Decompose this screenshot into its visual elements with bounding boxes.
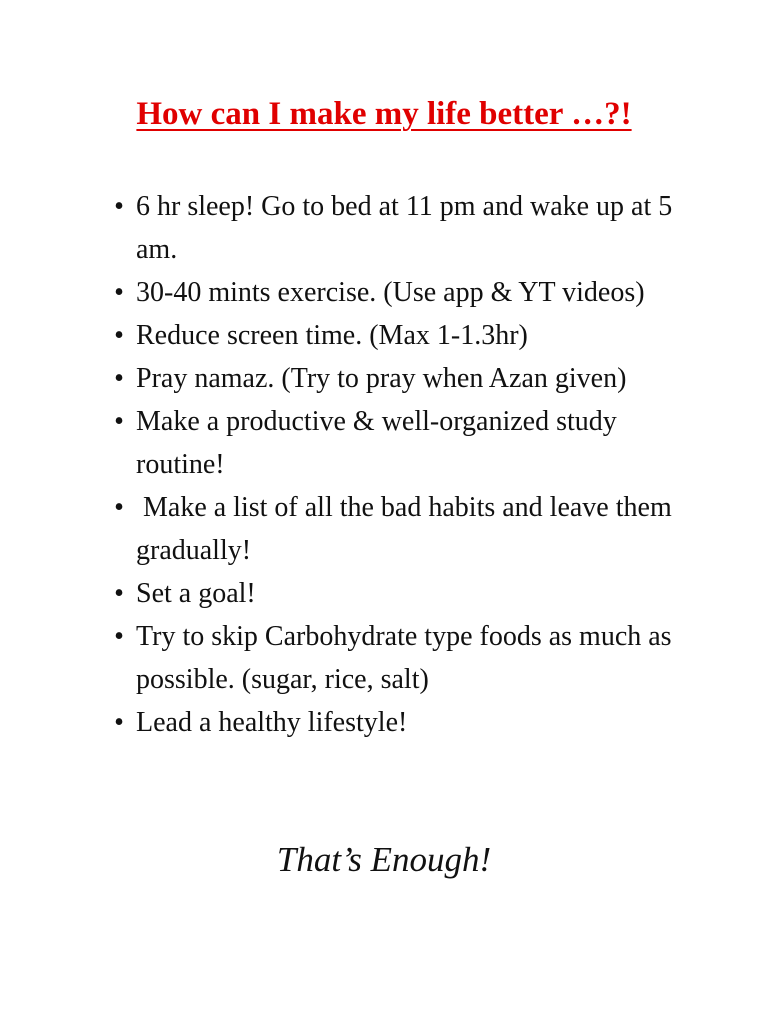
- list-item-text: 30-40 mints exercise. (Use app & YT videos): [136, 277, 645, 308]
- list-item: [0, 314, 676, 357]
- list-item-text: Make a list of all the bad habits and leave them gradually!: [136, 492, 679, 566]
- bullet-icon: •: [114, 621, 124, 652]
- tips-list: [0, 185, 768, 744]
- bullet-icon: •: [114, 707, 124, 738]
- list-item: [0, 271, 676, 314]
- list-item-text: Reduce screen time. (Max 1-1.3hr): [136, 320, 528, 351]
- bullet-icon: •: [114, 191, 124, 222]
- list-item: [0, 572, 676, 615]
- list-item-text: Make a productive & well-organized study routine!: [136, 406, 617, 480]
- list-item: [0, 357, 676, 400]
- bullet-icon: •: [114, 406, 124, 437]
- bullet-icon: •: [114, 578, 124, 609]
- bullet-icon: •: [114, 277, 124, 308]
- list-item: [0, 701, 676, 744]
- list-item-text: Lead a healthy lifestyle!: [136, 707, 408, 738]
- bullet-icon: •: [114, 320, 124, 351]
- list-item-text: Pray namaz. (Try to pray when Azan given): [136, 363, 627, 394]
- list-item: [0, 185, 676, 271]
- list-item: [0, 400, 676, 486]
- bullet-icon: •: [114, 363, 124, 394]
- list-item-text: 6 hr sleep! Go to bed at 11 pm and wake up at 5 am.: [136, 191, 673, 265]
- closing-remark: That’s Enough!: [276, 840, 492, 879]
- list-item-text: Set a goal!: [136, 578, 256, 609]
- bullet-icon: •: [114, 492, 124, 523]
- list-item-text: Try to skip Carbohydrate type foods as much as possible. (sugar, rice, salt): [136, 621, 672, 695]
- list-item: [0, 615, 676, 701]
- list-item: [0, 486, 679, 572]
- page-title: How can I make my life better …?!: [136, 96, 632, 132]
